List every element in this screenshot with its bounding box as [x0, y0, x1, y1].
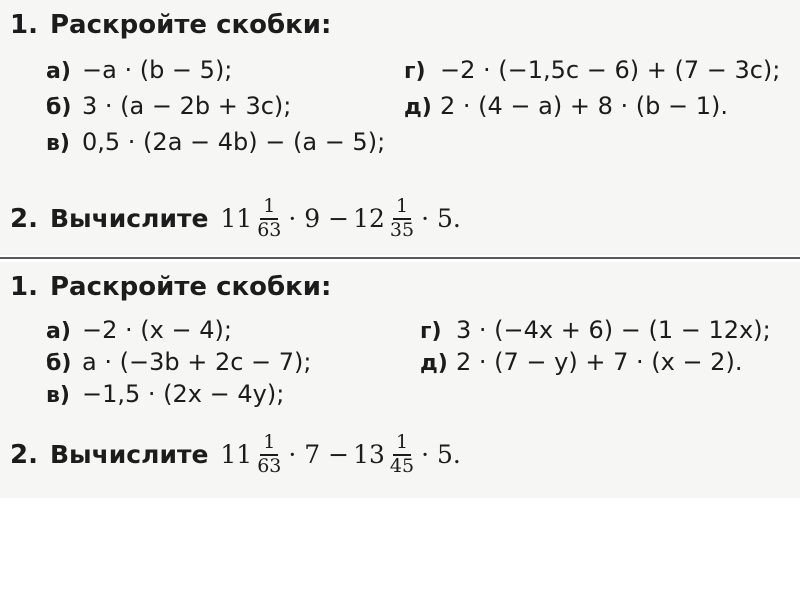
item-expression: 0,5 · (2a − 4b) − (a − 5);: [82, 128, 386, 156]
operator-text: · 9 −: [288, 204, 350, 234]
item-expression: −2 · (−1,5c − 6) + (7 − 3c);: [440, 56, 781, 84]
exercise-g: [420, 318, 771, 343]
exercise-a: [46, 318, 232, 343]
item-label: б): [46, 95, 72, 120]
fraction: [254, 196, 284, 242]
task2-line: [10, 432, 461, 478]
task2-line: [10, 196, 461, 242]
whole-part: 11: [220, 440, 253, 470]
fraction: [387, 432, 417, 478]
operator-text: · 5.: [421, 204, 461, 234]
operator-text: · 5.: [421, 440, 461, 470]
item-expression: 2 · (7 − y) + 7 · (x − 2).: [456, 348, 743, 376]
mixed-number-1: [220, 432, 284, 478]
task1-heading: [10, 274, 331, 300]
item-expression: 3 · (a − 2b + 3c);: [82, 92, 292, 120]
item-label: г): [404, 59, 426, 84]
item-label: д): [404, 95, 432, 120]
exercise-d: [420, 350, 742, 375]
item-expression: −1,5 · (2x − 4y);: [82, 380, 285, 408]
denominator: 35: [389, 218, 415, 241]
exercise-d: [404, 94, 728, 119]
fraction: [387, 196, 417, 242]
exercise-b: [46, 94, 291, 119]
item-label: в): [46, 131, 70, 156]
exercise-g: [404, 58, 780, 83]
numerator: 1: [260, 196, 278, 220]
exercise-v: [46, 130, 385, 155]
task-number: 2.: [10, 439, 38, 470]
item-label: в): [46, 383, 70, 408]
item-label: а): [46, 59, 71, 84]
task-title: Раскройте скобки:: [49, 10, 332, 40]
task-number: 1.: [10, 272, 38, 302]
whole-part: 13: [353, 440, 385, 470]
exercise-v: [46, 382, 284, 407]
variant-2-card: [0, 262, 800, 498]
task-title: Раскройте скобки:: [49, 272, 332, 302]
variant-1-card: [0, 0, 800, 255]
task-verb: Вычислите: [49, 204, 209, 234]
mixed-number-2: [353, 432, 417, 478]
exercise-b: [46, 350, 312, 375]
divider-line: [0, 257, 800, 259]
item-expression: 2 · (4 − a) + 8 · (b − 1).: [440, 92, 728, 120]
numerator: 1: [393, 432, 411, 456]
numerator: 1: [393, 196, 411, 220]
mixed-number-1: [220, 196, 284, 242]
denominator: 63: [257, 218, 282, 241]
task-verb: Вычислите: [49, 440, 209, 470]
denominator: 63: [257, 454, 282, 477]
numerator: 1: [260, 432, 278, 456]
item-expression: −2 · (x − 4);: [82, 316, 232, 344]
item-label: б): [46, 351, 72, 376]
item-label: г): [420, 319, 442, 344]
task-number: 2.: [10, 203, 38, 234]
task-number: 1.: [10, 10, 38, 40]
whole-part: 11: [220, 204, 253, 234]
whole-part: 12: [353, 204, 385, 234]
item-label: д): [420, 351, 448, 376]
task1-heading: [10, 12, 331, 38]
item-label: а): [46, 319, 71, 344]
denominator: 45: [389, 454, 415, 477]
exercise-a: [46, 58, 232, 83]
operator-text: · 7 −: [288, 440, 350, 470]
item-expression: −a · (b − 5);: [82, 56, 233, 84]
fraction: [254, 432, 284, 478]
mixed-number-2: [353, 196, 417, 242]
item-expression: a · (−3b + 2c − 7);: [82, 348, 312, 376]
item-expression: 3 · (−4x + 6) − (1 − 12x);: [456, 316, 771, 344]
